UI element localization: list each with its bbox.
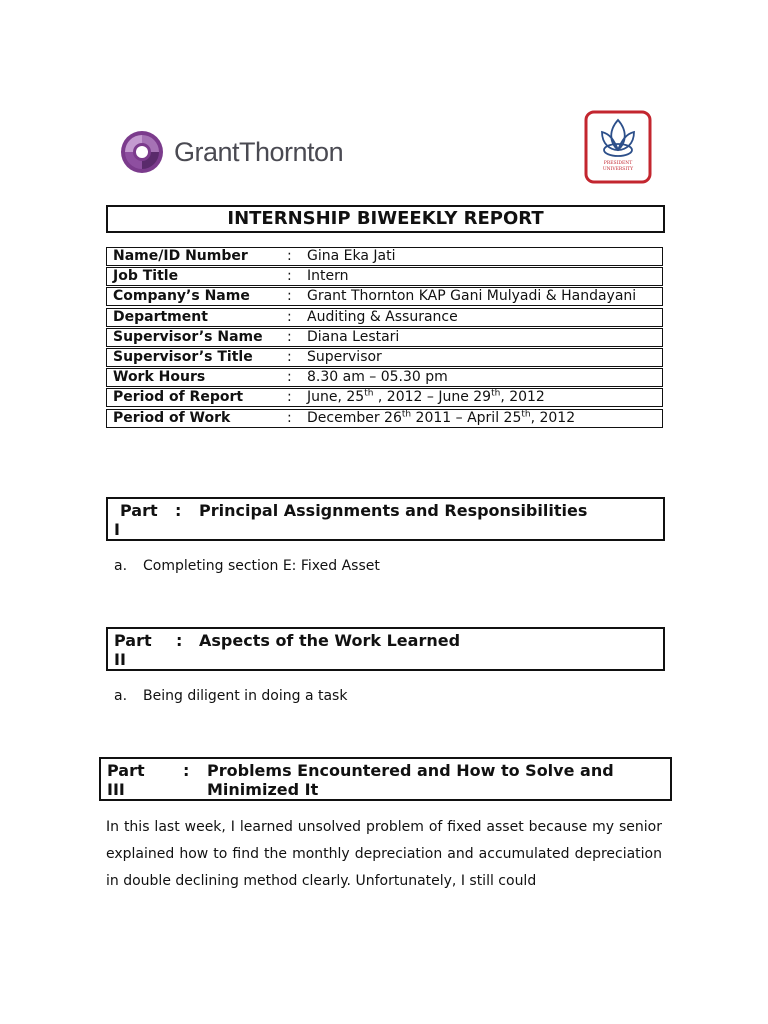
info-row-department	[106, 308, 663, 327]
info-label: Period of Work	[113, 410, 231, 426]
info-colon: :	[287, 268, 292, 284]
info-row-job-title	[106, 267, 663, 286]
info-value: December 26th 2011 – April 25th, 2012	[307, 409, 576, 426]
part-2-item	[114, 688, 347, 704]
info-value: June, 25th , 2012 – June 29th, 2012	[307, 388, 545, 405]
info-row-work-hours	[106, 368, 663, 387]
part-colon: :	[175, 501, 182, 520]
info-row-company-name	[106, 287, 663, 306]
info-row-period-of-report	[106, 388, 663, 407]
grant-thornton-logo	[120, 130, 343, 174]
info-label: Supervisor’s Title	[113, 349, 253, 365]
grant-thornton-emblem-icon	[120, 130, 164, 174]
info-value: Auditing & Assurance	[307, 309, 458, 325]
info-row-supervisor-name	[106, 328, 663, 347]
part-word: Part II	[114, 631, 152, 669]
info-label: Work Hours	[113, 369, 206, 385]
part-title: Principal Assignments and Responsibilities	[199, 501, 588, 520]
part-1-item	[114, 558, 380, 574]
info-value: 8.30 am – 05.30 pm	[307, 369, 448, 385]
info-label: Department	[113, 309, 208, 325]
info-colon: :	[287, 329, 292, 345]
university-seal-icon	[584, 110, 652, 184]
info-label: Name/ID Number	[113, 248, 248, 264]
svg-text:UNIVERSITY: UNIVERSITY	[602, 167, 634, 172]
grant-thornton-wordmark: GrantThornton	[174, 136, 344, 167]
info-value: Grant Thornton KAP Gani Mulyadi & Handayani	[307, 288, 637, 304]
info-label: Period of Report	[113, 389, 244, 405]
info-label: Company’s Name	[113, 288, 250, 304]
info-colon: :	[287, 389, 292, 405]
info-colon: :	[287, 288, 292, 304]
info-value: Intern	[307, 268, 349, 284]
part-1-heading	[106, 497, 665, 541]
info-label: Job Title	[113, 268, 179, 284]
part-colon: :	[176, 631, 183, 650]
part-3-heading	[99, 757, 672, 801]
item-marker: a.	[114, 558, 128, 574]
item-text: Completing section E: Fixed Asset	[143, 558, 380, 574]
info-colon: :	[287, 349, 292, 365]
info-row-period-of-work	[106, 409, 663, 428]
info-colon: :	[287, 369, 292, 385]
info-row-name-id	[106, 247, 663, 266]
item-marker: a.	[114, 688, 128, 704]
part-word: Part III	[107, 761, 145, 799]
info-colon: :	[287, 410, 292, 426]
part-title: Aspects of the Work Learned	[199, 631, 461, 650]
info-label: Supervisor’s Name	[113, 329, 263, 345]
part-colon: :	[183, 761, 190, 780]
report-title: INTERNSHIP BIWEEKLY REPORT	[106, 205, 665, 233]
item-text: Being diligent in doing a task	[143, 688, 348, 704]
info-row-supervisor-title	[106, 348, 663, 367]
info-value: Supervisor	[307, 349, 382, 365]
info-colon: :	[287, 309, 292, 325]
president-university-seal	[584, 110, 652, 184]
part-word: Part I	[114, 501, 158, 539]
part-title: Problems Encountered and How to Solve and Minimized It	[207, 761, 614, 799]
part-2-heading	[106, 627, 665, 671]
info-colon: :	[287, 248, 292, 264]
info-value: Diana Lestari	[307, 329, 400, 345]
info-value: Gina Eka Jati	[307, 248, 396, 264]
part-3-paragraph: In this last week, I learned unsolved problem of fixed asset because my senior explained how to find the monthly depreciation and accumulated depreciation in double declining method clearly. Unfortunately, I still could	[106, 819, 662, 889]
svg-text:PRESIDENT: PRESIDENT	[603, 161, 633, 166]
